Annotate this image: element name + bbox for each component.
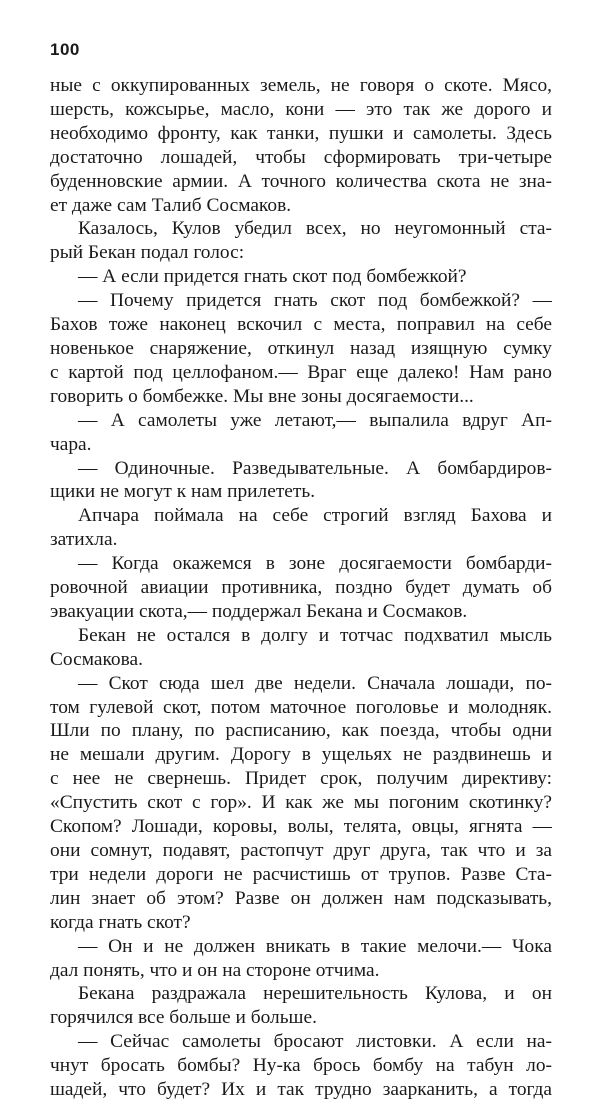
text-line: ет даже сам Талиб Сосмаков.	[50, 194, 292, 216]
text-line: Бекан не остался в долгу и тотчас подхватил мысль	[78, 624, 552, 646]
text-line: не мешали другим. Дорогу в ущельях не раздвинешь и	[50, 744, 552, 766]
body-text	[50, 74, 552, 1102]
text-line: Шли по плану, по расписанию, как поезда, чтобы одни	[50, 720, 552, 742]
text-line: когда гнать скот?	[50, 911, 191, 933]
text-line: — А если придется гнать скот под бомбежкой?	[78, 266, 467, 288]
text-line: ровочной авиации противника, поздно будет думать об	[50, 577, 552, 599]
text-line: эвакуации скота,— поддержал Бекана и Сосмаков.	[50, 600, 468, 622]
text-line: лин знает об этом? Разве он должен нам подсказывать,	[50, 887, 552, 909]
text-line: затихла.	[50, 529, 118, 551]
text-line: «Спустить скот с гор». И как же мы погоним скотинку?	[50, 792, 552, 814]
text-line: Бекана раздражала нерешительность Кулова, и он	[78, 983, 552, 1005]
text-line: они сомнут, подавят, растопчут друг друга, так что и за	[50, 840, 552, 861]
text-line: новенькое снаряжение, откинул назад изящную сумку	[50, 337, 552, 359]
text-line: дал понять, что и он на стороне отчима.	[50, 959, 380, 981]
text-line: необходимо фронту, как танки, пушки и самолеты. Здесь	[50, 122, 552, 144]
text-line: Скопом? Лошади, коровы, волы, телята, овцы, ягнята —	[50, 816, 552, 838]
text-line: рый Бекан подал голос:	[50, 242, 245, 264]
text-line: буденновские армии. А точного количества скота не зна-	[50, 170, 552, 192]
text-line: Казалось, Кулов убедил всех, но неугомонный ста-	[78, 218, 552, 240]
text-line: Бахов тоже наконец вскочил с места, поправил на себе	[50, 314, 552, 336]
text-line: ные с оккупированных земель, не говоря о скоте. Мясо,	[50, 75, 552, 96]
text-line: — Сейчас самолеты бросают листовки. А если на-	[78, 1031, 552, 1053]
text-line: щики не могут к нам прилететь.	[50, 481, 316, 503]
text-line: шерсть, кожсырье, масло, кони — это так же дорого и	[50, 98, 552, 120]
text-line: — Он и не должен вникать в такие мелочи.— Чока	[78, 935, 552, 957]
text-line: — Одиночные. Разведывательные. А бомбардиров-	[78, 457, 552, 479]
text-line: Сосмакова.	[50, 648, 143, 670]
page-number: 100	[50, 40, 80, 59]
text-line: достаточно лошадей, чтобы сформировать три-четыре	[50, 146, 552, 168]
text-line: горячился все больше и больше.	[50, 1007, 317, 1029]
text-line: чнут бросать бомбы? Ну-ка брось бомбу на табун ло-	[50, 1055, 552, 1077]
text-line: — А самолеты уже летают,— выпалила вдруг Ап-	[78, 409, 552, 431]
text-line: том гулевой скот, потом маточное поголовье и молодняк.	[50, 696, 552, 718]
text-line: говорить о бомбежке. Мы вне зоны досягаемости...	[50, 385, 474, 407]
text-line: — Скот сюда шел две недели. Сначала лошади, по-	[78, 672, 552, 694]
text-line: шадей, что будет? Их и так трудно заарканить, а тогда	[50, 1079, 552, 1101]
text-line: чара.	[50, 433, 92, 455]
text-line: с картой под целлофаном.— Враг еще далеко! Нам рано	[50, 361, 552, 383]
text-line: с нее не свернешь. Придет срок, получим директиву:	[50, 768, 552, 790]
text-line: три недели дороги не расчистишь от трупов. Разве Ста-	[50, 863, 552, 885]
text-line: Апчара поймала на себе строгий взгляд Бахова и	[78, 505, 552, 527]
text-line: — Почему придется гнать скот под бомбежкой? —	[78, 290, 552, 312]
text-line: — Когда окажемся в зоне досягаемости бомбарди-	[78, 553, 552, 575]
